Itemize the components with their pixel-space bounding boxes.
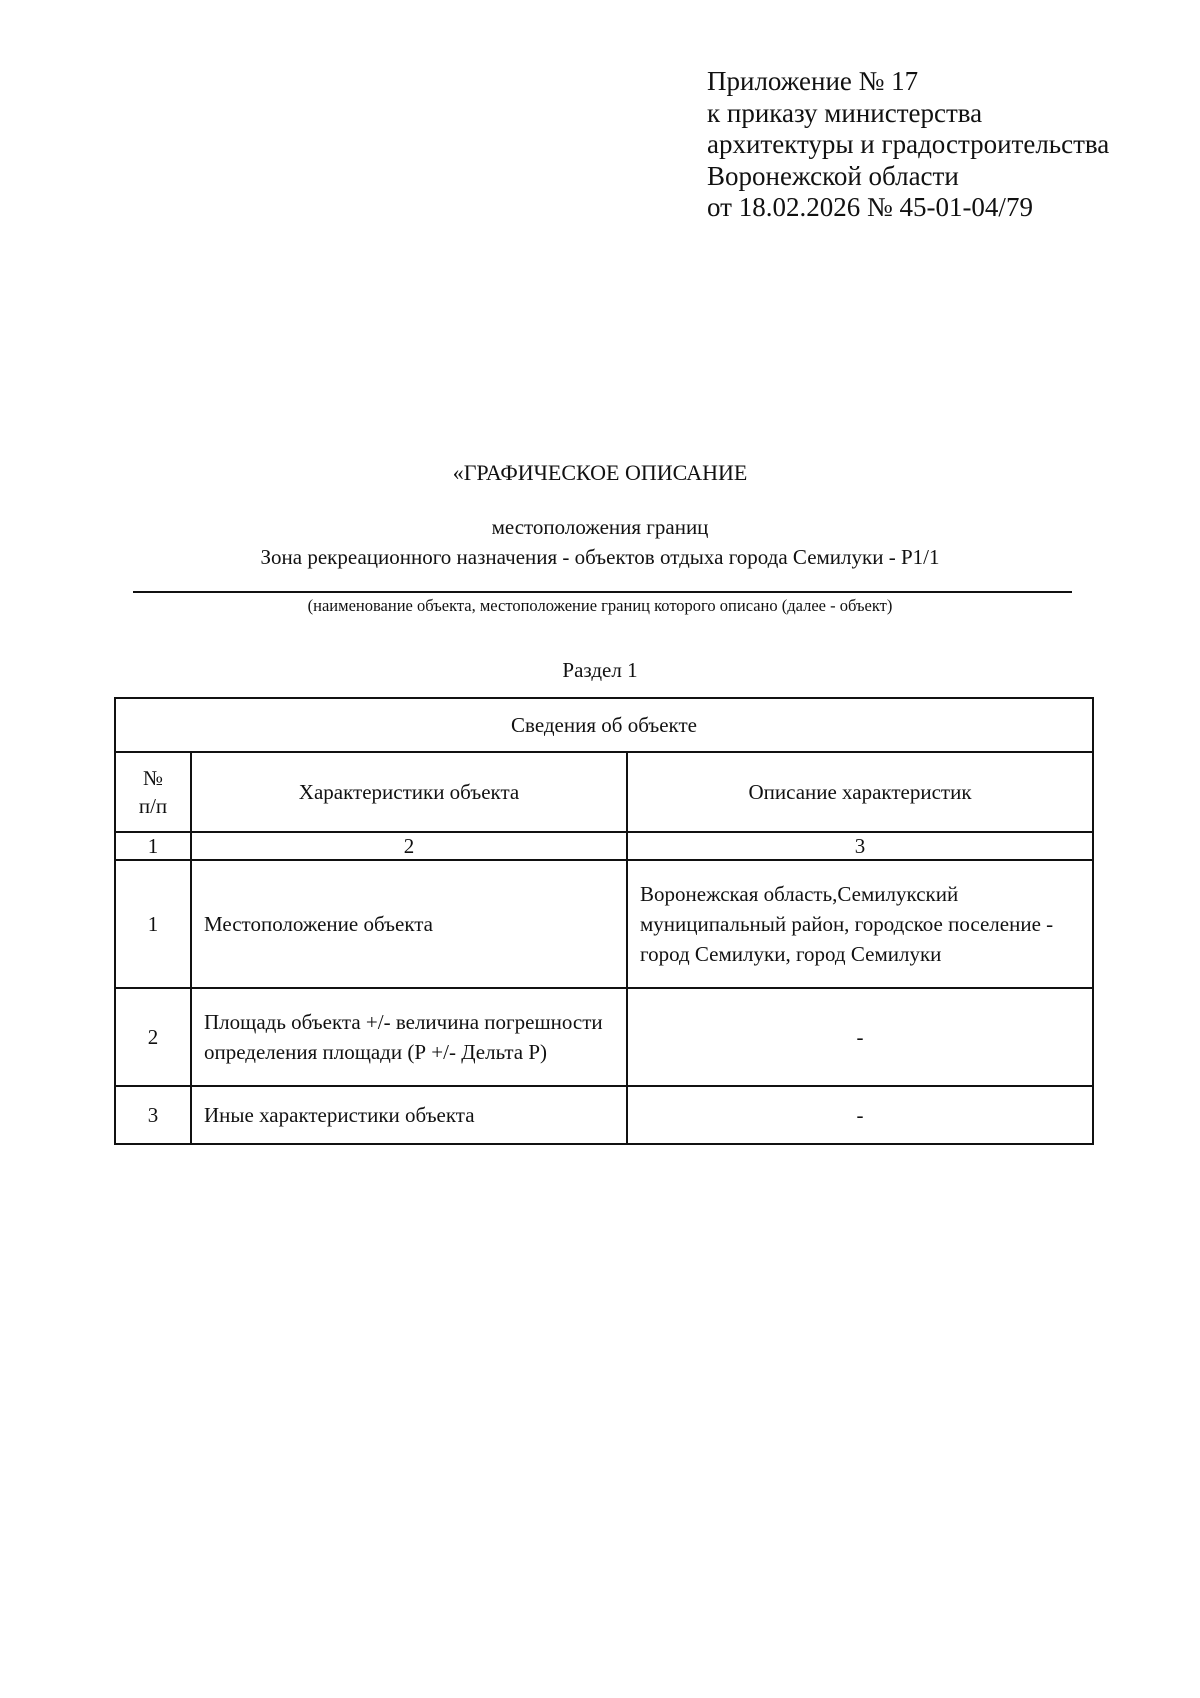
appendix-line: к приказу министерства: [707, 97, 983, 128]
appendix-line: архитектуры и градостроительства: [707, 129, 1110, 159]
column-number: 2: [191, 832, 627, 860]
row-characteristic: Площадь объекта +/- величина погрешности определения площади (Р +/- Дельта Р): [191, 988, 627, 1086]
section-title: Раздел 1: [562, 658, 638, 682]
document-subtitle: местоположения границ: [491, 515, 709, 539]
column-header-number-line1: №: [142, 766, 164, 790]
column-header-characteristic: Характеристики объекта: [191, 752, 627, 832]
table-row: [115, 1086, 1093, 1144]
column-header-description: Описание характеристик: [627, 752, 1093, 832]
row-description: -: [627, 1086, 1093, 1144]
row-number: 3: [115, 1086, 191, 1144]
appendix-line: Воронежской области: [707, 160, 959, 191]
appendix-line: от 18.02.2026 № 45-01-04/79: [707, 192, 1033, 222]
row-characteristic: Местоположение объекта: [191, 860, 627, 988]
table-row: [115, 988, 1093, 1086]
object-name-note: (наименование объекта, местоположение границ которого описано (далее - объект): [307, 596, 893, 615]
column-number: 1: [115, 832, 191, 860]
appendix-block: [707, 66, 1109, 224]
row-number: 2: [115, 988, 191, 1086]
row-description: Воронежская область,Семилукский муниципальный район, городское поселение - город Семилуки, город Семилуки: [627, 860, 1093, 988]
table-row: [115, 860, 1093, 988]
column-header-number-line2: п/п: [138, 794, 168, 818]
column-header-number: [115, 752, 191, 832]
object-info-table: [114, 697, 1094, 1145]
document-title: «ГРАФИЧЕСКОЕ ОПИСАНИЕ: [452, 460, 748, 485]
table-caption: Сведения об объекте: [115, 698, 1093, 752]
row-number: 1: [115, 860, 191, 988]
row-description: -: [627, 988, 1093, 1086]
object-name: Зона рекреационного назначения - объектов отдыха города Семилуки - Р1/1: [260, 545, 940, 569]
appendix-line: Приложение № 17: [707, 66, 919, 96]
object-name-underline: [133, 591, 1072, 593]
column-number: 3: [627, 832, 1093, 860]
row-characteristic: Иные характеристики объекта: [191, 1086, 627, 1144]
